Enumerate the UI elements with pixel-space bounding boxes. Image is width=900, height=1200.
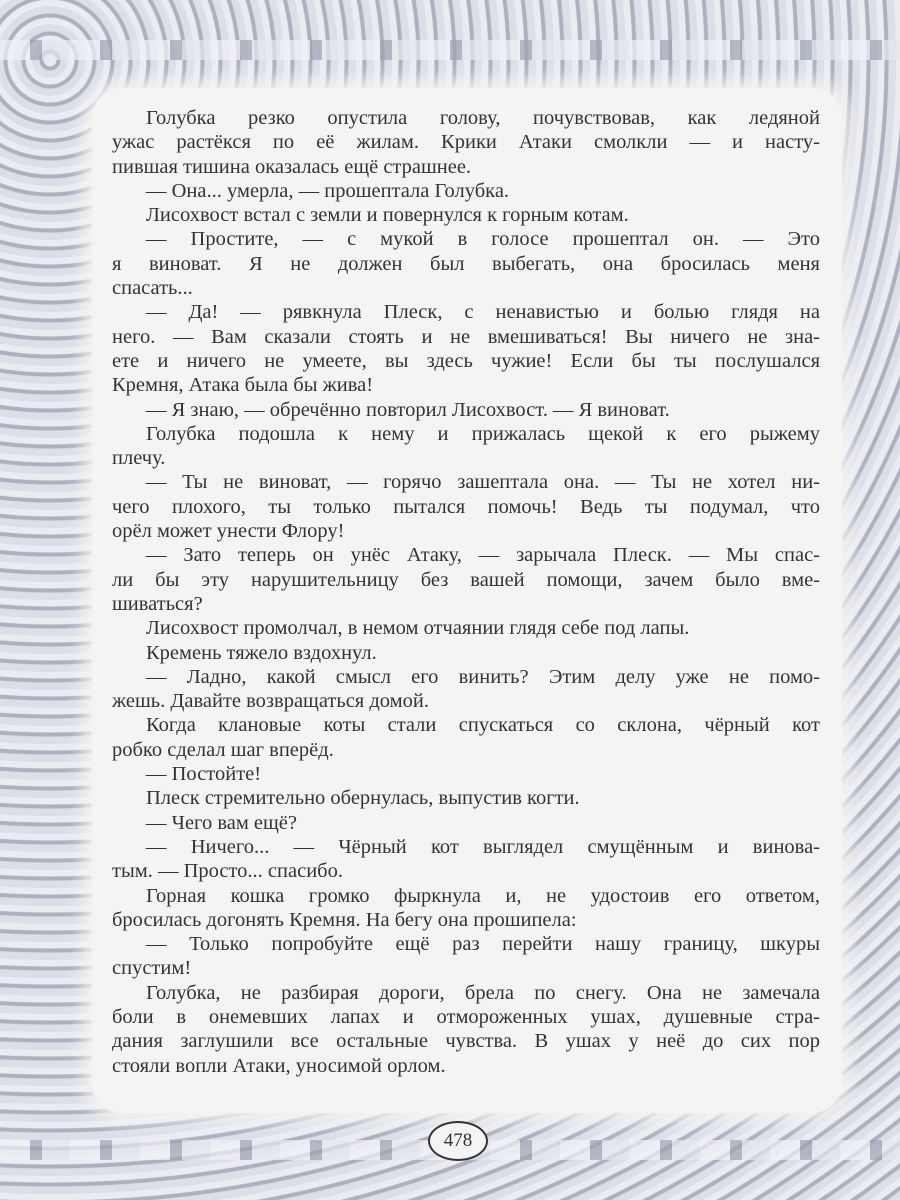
text-line: шиваться? [112, 592, 203, 615]
text-line: — Я знаю, — обречённо повторил Лисохвост. — Я виноват. [146, 398, 670, 421]
text-line: пившая тишина оказалась ещё страшнее. [112, 155, 472, 178]
text-line: Кремень тяжело вздохнул. [146, 641, 377, 664]
text-line: — Постойте! [146, 763, 262, 786]
text-line: бросилась догонять Кремня. На бегу она прошипела: [112, 908, 577, 931]
text-line: — Простите, — с мукой в голосе прошептал он. — Это [146, 228, 820, 251]
text-line: — Ладно, какой смысл его винить? Этим делу уже не помо- [146, 665, 820, 688]
text-line: — Ты не виноват, — горячо зашептала она. — Ты не хотел ни- [146, 471, 820, 494]
text-line: чего плохого, ты только пытался помочь! Ведь ты подумал, что [112, 495, 820, 518]
text-line: тым. — Просто... спасибо. [112, 860, 343, 883]
text-line: плечу. [112, 447, 166, 470]
text-line: него. — Вам сказали стоять и не вмешиваться! Вы ничего не зна- [112, 325, 820, 348]
text-line: жешь. Давайте возвращаться домой. [112, 690, 429, 713]
text-line: Плеск стремительно обернулась, выпустив когти. [146, 787, 580, 810]
text-line: робко сделал шаг вперёд. [112, 738, 334, 761]
text-line: боли в онемевших лапах и отмороженных ушах, душевные стра- [112, 1005, 820, 1028]
text-line: — Ничего... — Чёрный кот выглядел смущённым и винова- [146, 835, 820, 858]
text-line: спасать... [112, 277, 193, 300]
text-line: — Она... умерла, — прошептала Голубка. [146, 179, 510, 202]
text-line: спустим! [112, 957, 192, 980]
text-line: Лисохвост встал с земли и повернулся к горным котам. [146, 204, 629, 227]
text-line: ли бы эту нарушительницу без вашей помощи, зачем было вме- [112, 568, 820, 591]
text-line: ете и ничего не умеете, вы здесь чужие! Если бы ты послушался [112, 349, 820, 372]
text-line: Лисохвост промолчал, в немом отчаянии глядя себе под лапы. [146, 617, 690, 640]
text-line: — Да! — рявкнула Плеск, с ненавистью и болью глядя на [146, 301, 820, 324]
text-line: Горная кошка громко фыркнула и, не удостоив его ответом, [146, 884, 820, 907]
text-line: — Только попробуйте ещё раз перейти нашу границу, шкуры [146, 933, 820, 956]
text-line: Когда клановые коты стали спускаться со склона, чёрный кот [146, 714, 820, 737]
body-text [112, 106, 820, 1078]
text-line: Голубка резко опустила голову, почувствовав, как ледяной [146, 107, 820, 129]
text-line: — Чего вам ещё? [146, 811, 298, 834]
text-line: Голубка подошла к нему и прижалась щекой к его рыжему [146, 422, 820, 445]
page-number: 478 [428, 1121, 488, 1161]
ornament-top [0, 40, 900, 60]
text-line: Голубка, не разбирая дороги, брела по снегу. Она не замечала [146, 981, 820, 1004]
text-line: орёл может унести Флору! [112, 520, 345, 543]
text-line: я виноват. Я не должен был выбегать, она бросилась меня [112, 252, 820, 275]
text-line: стояли вопли Атаки, уносимой орлом. [112, 1054, 446, 1077]
text-line: ужас растёкся по её жилам. Крики Атаки смолкли — и насту- [112, 131, 820, 154]
text-line: — Зато теперь он унёс Атаку, — зарычала Плеск. — Мы спас- [146, 544, 820, 567]
text-line: Кремня, Атака была бы жива! [112, 374, 374, 397]
text-line: дания заглушили все остальные чувства. В ушах у неё до сих пор [112, 1030, 820, 1053]
